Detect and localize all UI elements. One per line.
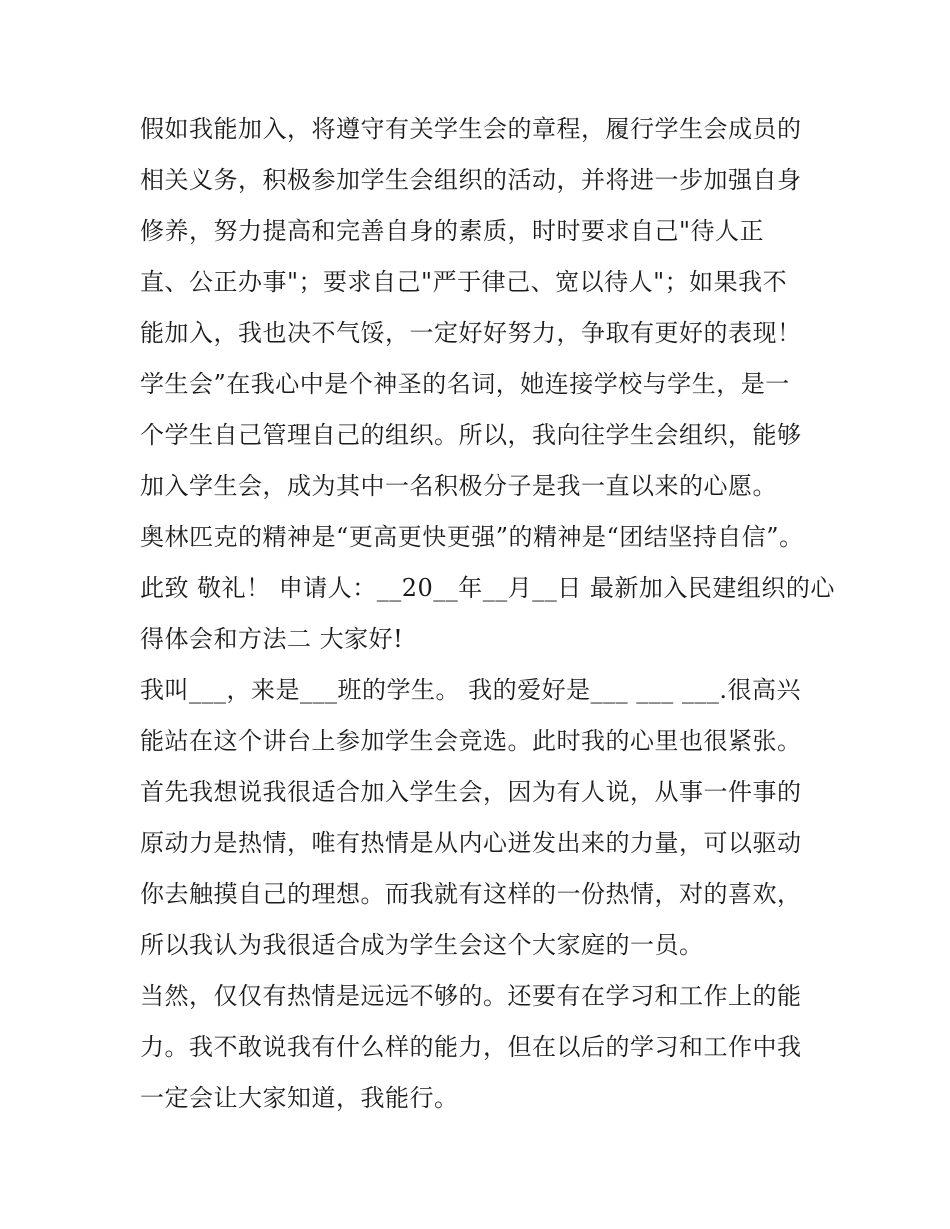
text-line: 我叫___，来是___班的学生。 我的爱好是___ ___ ___.很高兴 <box>140 676 802 704</box>
text-line: 修养，努力提高和完善自身的素质，时时要求自己"待人正 <box>140 217 765 245</box>
text-line: 当然，仅仅有热情是远远不够的。还要有在学习和工作上的能 <box>140 982 802 1010</box>
text-line: 所以我认为我很适合成为学生会这个大家庭的一员。 <box>140 931 704 959</box>
text-line: 假如我能加入，将遵守有关学生会的章程，履行学生会成员的 <box>140 115 802 143</box>
text-line: 个学生自己管理自己的组织。所以，我向往学生会组织，能够 <box>140 421 802 449</box>
document-body <box>140 104 835 1124</box>
text-line: 此致 敬礼！ 申请人：__20__年__月__日 最新加入民建组织的心 <box>140 574 835 602</box>
text-line: 能加入，我也决不气馁，一定好好努力，争取有更好的表现！ <box>140 319 802 347</box>
text-line: 直、公正办事"；要求自己"严于律己、宽以待人"；如果我不 <box>140 268 788 296</box>
text-line: 相关义务，积极参加学生会组织的活动，并将进一步加强自身 <box>140 166 802 194</box>
text-line: 一定会让大家知道，我能行。 <box>140 1084 459 1112</box>
text-line: 力。我不敢说我有什么样的能力，但在以后的学习和工作中我 <box>140 1033 802 1061</box>
text-line: 学生会”在我心中是个神圣的名词，她连接学校与学生，是一 <box>140 370 790 398</box>
text-line: 加入学生会，成为其中一名积极分子是我一直以来的心愿。 <box>140 472 777 500</box>
text-line: 能站在这个讲台上参加学生会竞选。此时我的心里也很紧张。 <box>140 727 802 755</box>
text-line: 奥林匹克的精神是“更高更快更强”的精神是“团结坚持自信”。 <box>140 523 804 551</box>
text-line: 得体会和方法二 大家好! <box>140 625 404 653</box>
text-line: 首先我想说我很适合加入学生会，因为有人说，从事一件事的 <box>140 778 802 806</box>
text-line: 原动力是热情，唯有热情是从内心迸发出来的力量，可以驱动 <box>140 829 802 857</box>
text-line: 你去触摸自己的理想。而我就有这样的一份热情，对的喜欢， <box>140 880 802 908</box>
